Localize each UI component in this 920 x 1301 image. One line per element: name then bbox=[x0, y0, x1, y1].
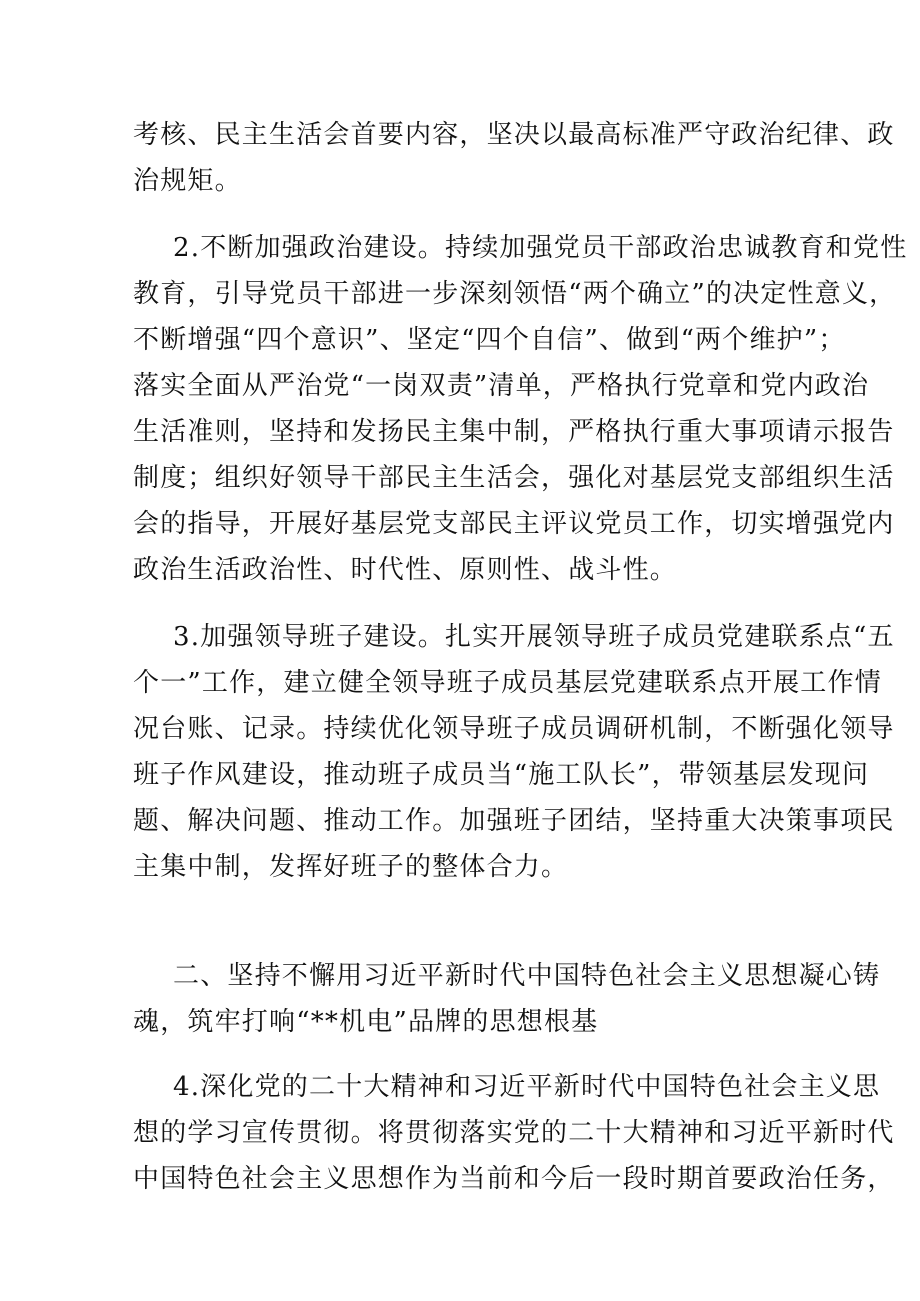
paragraph-line: 制度；组织好领导干部民主生活会，强化对基层党支部组织生活 bbox=[133, 463, 895, 493]
paragraph-line: 落实全面从严治党“一岗双责”清单，严格执行党章和党内政治 bbox=[133, 371, 870, 401]
paragraph-line: 政治生活政治性、时代性、原则性、战斗性。 bbox=[133, 555, 678, 585]
paragraph-line: 2.不断加强政治建设。持续加强党员干部政治忠诚教育和党性 bbox=[173, 233, 908, 263]
paragraph-line: 会的指导，开展好基层党支部民主评议党员工作，切实增强党内 bbox=[133, 509, 895, 539]
paragraph-line: 况台账、记录。持续优化领导班子成员调研机制，不断强化领导 bbox=[133, 714, 895, 744]
heading-line: 二、坚持不懈用习近平新时代中国特色社会主义思想凝心铸 bbox=[173, 961, 881, 991]
paragraph-line: 不断增强“四个意识”、坚定“四个自信”、做到“两个维护”； bbox=[133, 325, 846, 355]
paragraph-item-4 bbox=[133, 1064, 895, 1202]
heading-line: 魂，筑牢打响“**机电”品牌的思想根基 bbox=[133, 1007, 599, 1037]
paragraph-line: 个一”工作，建立健全领导班子成员基层党建联系点开展工作情 bbox=[133, 668, 882, 698]
paragraph-line: 生活准则，坚持和发扬民主集中制，严格执行重大事项请示报告 bbox=[133, 417, 895, 447]
paragraph-continuation bbox=[133, 112, 895, 204]
paragraph-item-2 bbox=[133, 225, 908, 593]
section-heading-2 bbox=[133, 953, 881, 1045]
paragraph-line: 教育，引导党员干部进一步深刻领悟“两个确立”的决定性意义， bbox=[133, 279, 897, 309]
paragraph-line: 中国特色社会主义思想作为当前和今后一段时期首要政治任务， bbox=[133, 1164, 895, 1194]
paragraph-line: 治规矩。 bbox=[133, 166, 242, 196]
paragraph-line: 主集中制，发挥好班子的整体合力。 bbox=[133, 852, 569, 882]
paragraph-line: 4.深化党的二十大精神和习近平新时代中国特色社会主义思 bbox=[173, 1072, 881, 1102]
paragraph-line: 考核、民主生活会首要内容，坚决以最高标准严守政治纪律、政 bbox=[133, 120, 895, 150]
paragraph-line: 题、解决问题、推动工作。加强班子团结，坚持重大决策事项民 bbox=[133, 806, 895, 836]
paragraph-item-3 bbox=[133, 614, 895, 890]
paragraph-line: 想的学习宣传贯彻。将贯彻落实党的二十大精神和习近平新时代 bbox=[133, 1118, 895, 1148]
paragraph-line: 3.加强领导班子建设。扎实开展领导班子成员党建联系点“五 bbox=[173, 622, 895, 652]
paragraph-line: 班子作风建设，推动班子成员当“施工队长”，带领基层发现问 bbox=[133, 760, 870, 790]
